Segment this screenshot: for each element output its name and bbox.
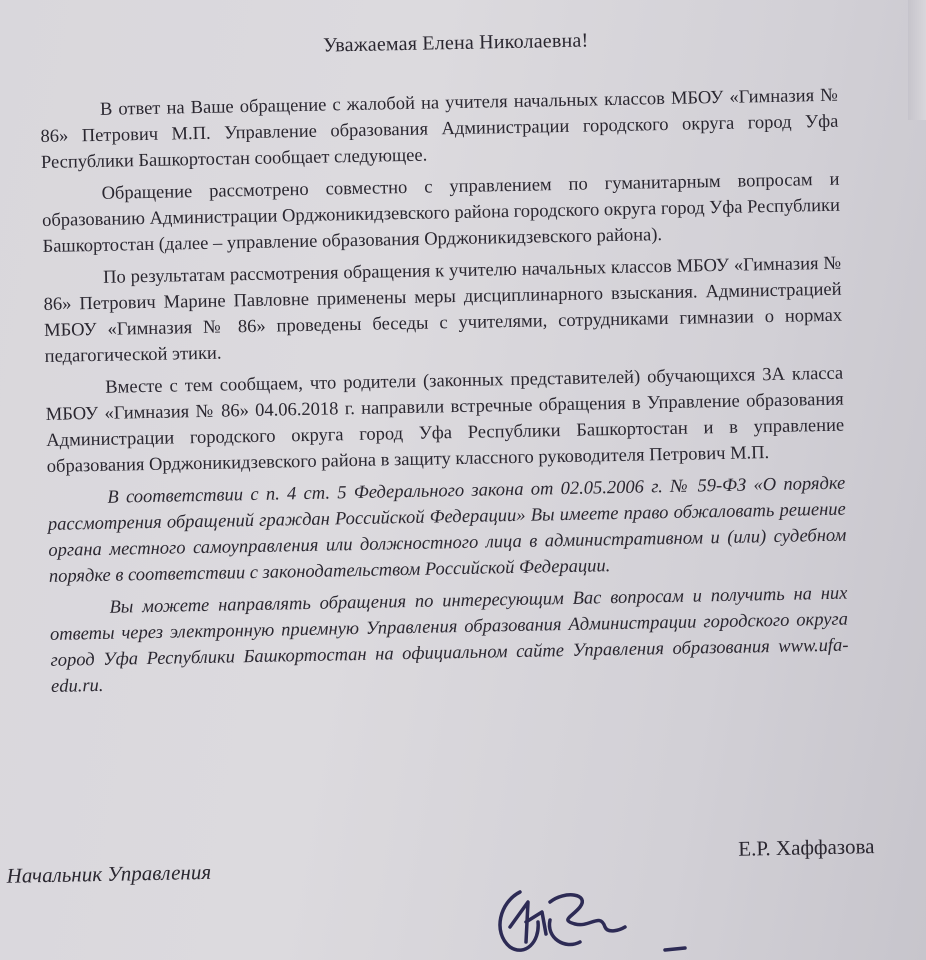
paragraph-3: По результатам рассмотрения обращения к учителю начальных классов МБОУ «Гимназия № 86» Петрович Марине Павловне применены меры дисциплинарного взыскания. Администрацией МБОУ «Гимназия № 86» проведены беседы с учителями, сотрудниками гимназии о нормах педагогической этики. (43, 253, 843, 367)
letter-body (40, 83, 850, 706)
paragraph-1: В ответ на Ваше обращение с жалобой на учителя начальных классов МБОУ «Гимназия № 86» Петрович М.П. Управление образования Администрации городского округа город Уфа Республики Башкортостан сообщает следующее. (40, 85, 839, 173)
signature-role: Начальник Управления (6, 859, 212, 888)
paragraph-5: В соответствии с п. 4 ст. 5 Федерального закона от 02.05.2006 г. № 59-ФЗ «О порядке рассмотрения обращений граждан Российской Федерации» Вы имеете право обжаловать решение органа местного самоуправления или должностного лица в административном и (или) судебном порядке в соответствии с законодательством Российской Федерации. (47, 473, 847, 587)
signature-name: Е.Р. Хаффазова (738, 834, 875, 861)
greeting: Уважаемая Елена Николаевна! (322, 29, 589, 57)
paragraph-2: Обращение рассмотрено совместно с управлением по гуманитарным вопросам и образованию Администрации Орджоникидзевского района городского округа город Уфа Республики Башкортостан (далее – управление образования Орджоникидзевского района). (41, 169, 841, 257)
paragraph-4: Вместе с тем сообщаем, что родители (законных представителей) обучающихся 3А класса МБОУ «Гимназия № 86» 04.06.2018 г. направили встречные обращения в Управление образования Администрации городского округа город Уфа Республики Башкортостан и в управление образования Орджоникидзевского района в защиту классного руководителя Петрович М.П. (45, 363, 845, 477)
handwritten-signature (480, 872, 710, 960)
paragraph-6: Вы можете направлять обращения по интересующим Вас вопросам и получить на них ответы через электронную приемную Управления образования Администрации городского округа город Уфа Республики Башкортостан на официальном сайте Управления образования www.ufa-edu.ru. (49, 583, 849, 697)
